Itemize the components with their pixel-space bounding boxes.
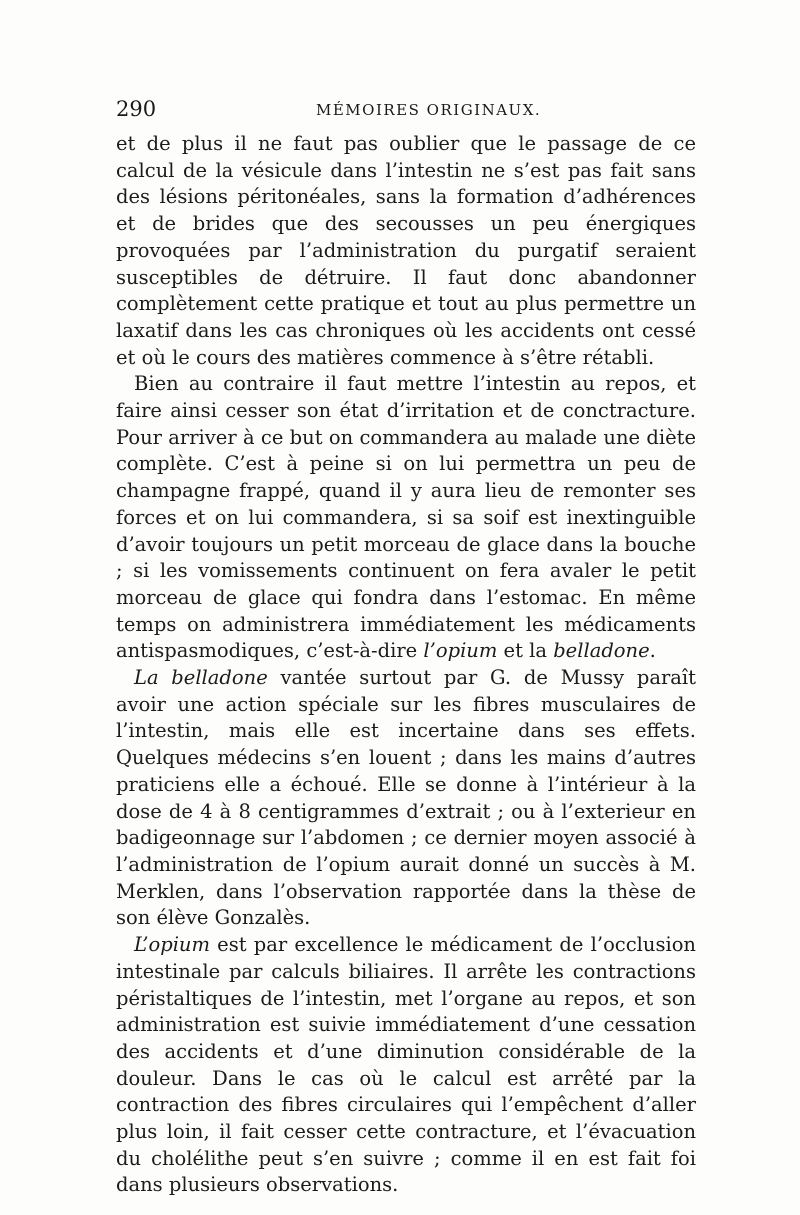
paragraph-3 — [116, 665, 696, 932]
running-title: MÉMOIRES ORIGINAUX. — [316, 101, 542, 119]
paragraph-1-text: et de plus il ne faut pas oublier que le passage de ce calcul de la vésicule dans l’intestin ne s’est pas fait sans des lésions péritonéales, sans la formation d’adhérences et de brides que des secousses un peu énergiques provoquées par l’administration du purgatif seraient susceptibles de détruire. Il faut donc abandonner complètement cette pratique et tout au plus permettre un laxatif dans les cas chroniques où les accidents ont cessé et où le cours des matières commence à s’être rétabli. — [116, 132, 696, 369]
paragraph-2 — [116, 371, 696, 665]
paragraph-3-text: vantée surtout par G. de Mussy paraît avoir une action spéciale sur les fibres musculaires de l’intestin, mais elle est incertaine dans ses effets. Quelques médecins s’en louent ; dans les mains d’autres praticiens elle a échoué. Elle se donne à l’intérieur à la dose de 4 à 8 centigrammes d’extrait ; ou à l’exterieur en badigeonnage sur l’abdomen ; ce dernier moyen associé à l’administration de l’opium aurait donné un succès à M. Merklen, dans l’observation rapportée dans la thèse de son élève Gonzalès. — [116, 666, 696, 930]
paragraph-2-end: . — [649, 639, 656, 663]
belladone-term: belladone — [553, 639, 650, 663]
paragraph-2-text: Bien au contraire il faut mettre l’intestin au repos, et faire ainsi cesser son état d’irritation et de conctracture. Pour arriver à ce but on commandera au malade une diète complète. C’est à peine si on lui permettra un peu de champagne frappé, quand il y aura lieu de remonter ses forces et on lui commandera, si sa soif est inextinguible d’avoir toujours un petit morceau de glace dans la bouche ; si les vomissements continuent on fera avaler le petit morceau de glace qui fondra dans l’estomac. En même temps on administrera immédiatement les médicaments antispasmodiques, c’est-à-dire — [116, 372, 696, 663]
page-number: 290 — [116, 97, 157, 121]
opium-term: l’opium — [423, 639, 498, 663]
paragraph-2-conjunction: et la — [497, 639, 554, 663]
paragraph-4-text: est par excellence le médicament de l’occlusion intestinale par calculs biliaires. Il arrête les contractions péristaltiques de l’intestin, met l’organe au repos, et son administration est suivie immédiatement d’une cessation des accidents et d’une diminution considérable de la douleur. Dans le cas où le calcul est arrêté par la contraction des fibres circulaires qui l’empêchent d’aller plus loin, il fait cesser cette contracture, et l’évacuation du cholélithe peut s’en suivre ; comme il en est fait foi dans plusieurs observations. — [116, 933, 696, 1197]
paragraph-4 — [116, 932, 696, 1199]
paragraph-1 — [116, 131, 696, 371]
body-text — [116, 131, 696, 1199]
l-opium-term: L’opium — [134, 933, 210, 957]
page-header — [116, 97, 696, 127]
la-belladone-term: La belladone — [134, 666, 268, 690]
